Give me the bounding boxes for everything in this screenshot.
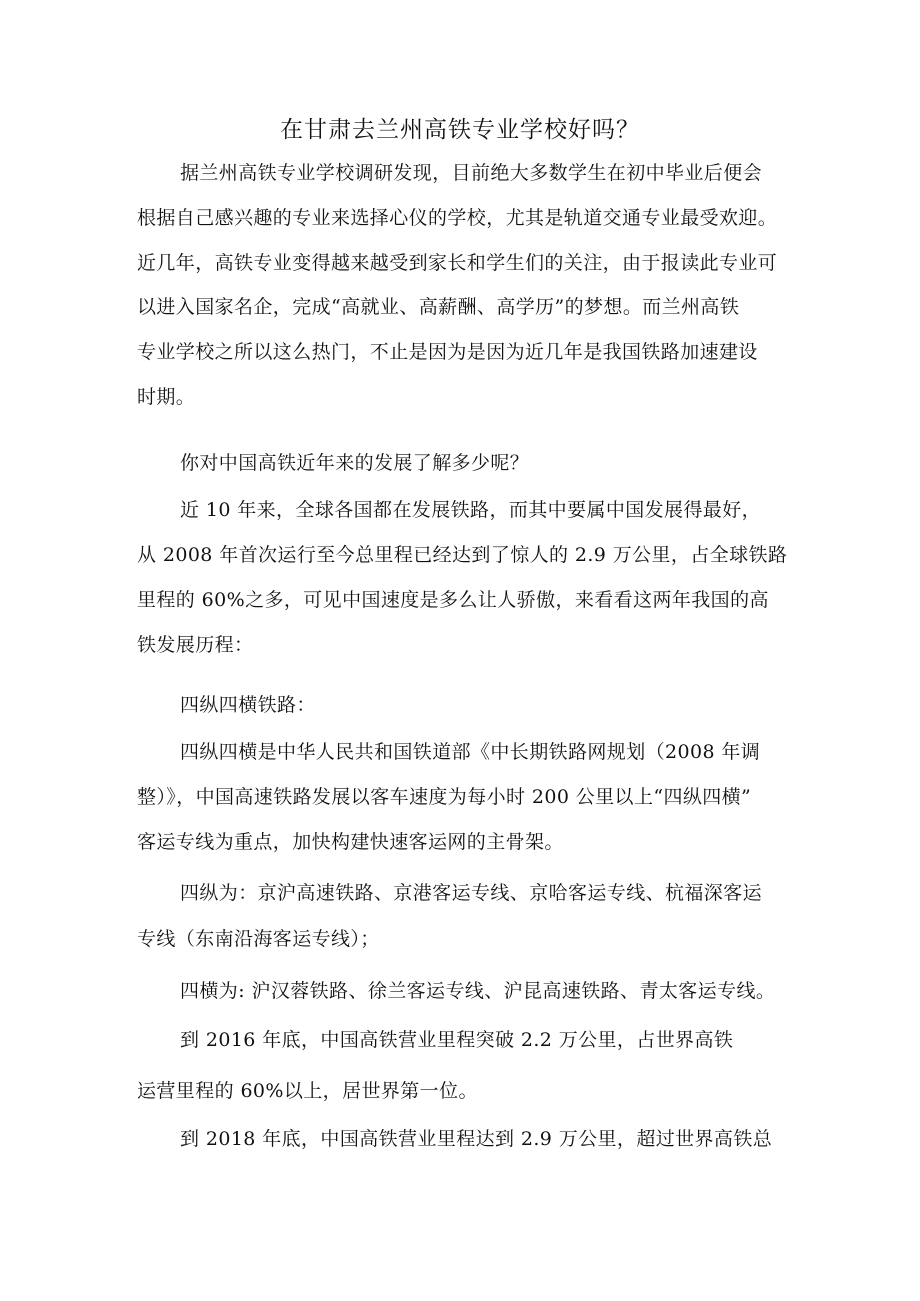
paragraph-line: 据兰州高铁专业学校调研发现，目前绝大多数学生在初中毕业后便会 [180, 162, 763, 184]
paragraph-line: 里程的 60%之多，可见中国速度是多么让人骄傲，来看看这两年我国的高 [137, 589, 769, 611]
paragraph-line: 四横为: 沪汉蓉铁路、徐兰客运专线、沪昆高速铁路、青太客运专线。 [180, 980, 776, 1002]
paragraph-line: 四纵为：京沪高速铁路、京港客运专线、京哈客运专线、杭福深客运 [180, 882, 763, 904]
document-title: 在甘肃去兰州高铁专业学校好吗？ [280, 117, 640, 143]
paragraph-line: 整）》，中国高速铁路发展以客车速度为每小时 200 公里以上“四纵四横” [137, 786, 752, 808]
paragraph-line: 四纵四横是中华人民共和国铁道部《中长期铁路网规划（2008 年调 [180, 741, 761, 763]
paragraph-line: 根据自己感兴趣的专业来选择心仪的学校，尤其是轨道交通专业最受欢迎。 [137, 207, 778, 229]
paragraph-line: 专线（东南沿海客运专线）； [137, 928, 380, 950]
paragraph-line: 从 2008 年首次运行至今总里程已经达到了惊人的 2.9 万公里，占全球铁路 [137, 544, 788, 566]
paragraph-line: 你对中国高铁近年来的发展了解多少呢？ [180, 452, 530, 474]
paragraph-line: 铁发展历程： [137, 634, 254, 656]
paragraph-line: 运营里程的 60%以上，居世界第一位。 [137, 1080, 478, 1102]
paragraph-line: 近 10 年来，全球各国都在发展铁路，而其中要属中国发展得最好， [180, 499, 762, 521]
section-heading: 四纵四横铁路： [180, 694, 316, 716]
paragraph-line: 到 2018 年底，中国高铁营业里程达到 2.9 万公里，超过世界高铁总 [180, 1128, 773, 1150]
paragraph-line: 客运专线为重点，加快构建快速客运网的主骨架。 [137, 831, 564, 853]
paragraph-line: 近几年，高铁专业变得越来越受到家长和学生们的关注，由于报读此专业可 [137, 252, 778, 274]
paragraph-line: 以进入国家名企，完成“高就业、高薪酬、高学历”的梦想。而兰州高铁 [137, 296, 740, 318]
paragraph-line: 时期。 [137, 386, 196, 408]
paragraph-line: 专业学校之所以这么热门，不止是因为是因为近几年是我国铁路加速建设 [137, 341, 758, 363]
paragraph-line: 到 2016 年底，中国高铁营业里程突破 2.2 万公里，占世界高铁 [180, 1029, 734, 1051]
